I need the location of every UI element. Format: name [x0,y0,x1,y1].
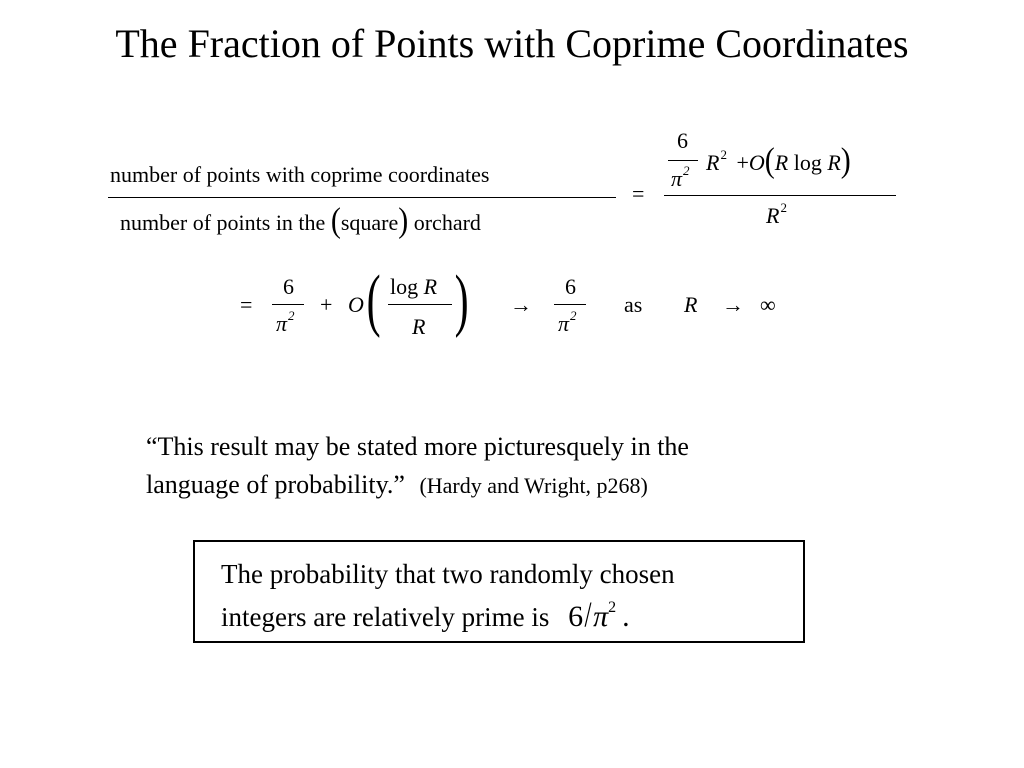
arrow: → [510,292,532,317]
equals-sign-2: = [240,292,253,317]
six-over-pi-squared: $6/\pi^2$ . [568,594,630,634]
conclusion-line-2 [221,594,630,642]
quote-block [146,428,689,505]
fraction-numerator-text: number of points with coprime coordinates [110,162,490,187]
conclusion-box [193,540,805,643]
six-2: 6 [283,274,294,299]
quote-line-2-text: language of probability.” [146,470,405,499]
pi-squared: $\pi^2$ [671,163,690,191]
equals-sign: = [632,181,645,206]
paren-open: ( [330,201,341,240]
main-fraction-bar [664,195,896,196]
pi-squared-3: $\pi^2$ [558,308,577,336]
denominator-orchard: orchard [413,210,481,235]
numerator-rhs: $R^2 +O(R$ log R) [706,141,851,180]
fraction-bar [108,197,616,198]
small-fraction-bar [668,160,698,161]
as-word: as [624,292,643,317]
big-paren-close: ) [454,262,469,339]
fraction-bar-2 [272,304,304,305]
fraction-bar-3 [388,304,452,305]
r-variable: R [684,292,698,317]
quote-line-2 [146,466,689,505]
fraction-bar-4 [554,304,586,305]
conclusion-line-1: The probability that two randomly chosen [221,559,675,589]
big-o: O [348,292,364,317]
denominator-part-a: number of points in the [120,210,326,235]
slide-title: The Fraction of Points with Coprime Coordinates [115,21,909,66]
paren-close: ) [398,201,409,240]
pi-squared-2: $\pi^2$ [276,308,295,336]
fraction-denominator-text [120,201,481,240]
r-denominator: R [412,314,426,339]
six-3: 6 [565,274,576,299]
big-paren-open: ( [366,262,381,339]
log-r: log R [390,274,438,299]
six: 6 [677,128,688,153]
denominator-r-squared: $R^2$ [766,200,787,228]
citation: (Hardy and Wright, p268) [419,473,648,498]
arrow-2: → [722,292,744,317]
plus-sign: + [320,292,333,317]
quote-line-1: “This result may be stated more picturesquely in the [146,432,689,461]
denominator-square: square [340,210,399,235]
infinity: ∞ [760,292,776,317]
conclusion-line-2-text: integers are relatively prime is [221,602,550,632]
